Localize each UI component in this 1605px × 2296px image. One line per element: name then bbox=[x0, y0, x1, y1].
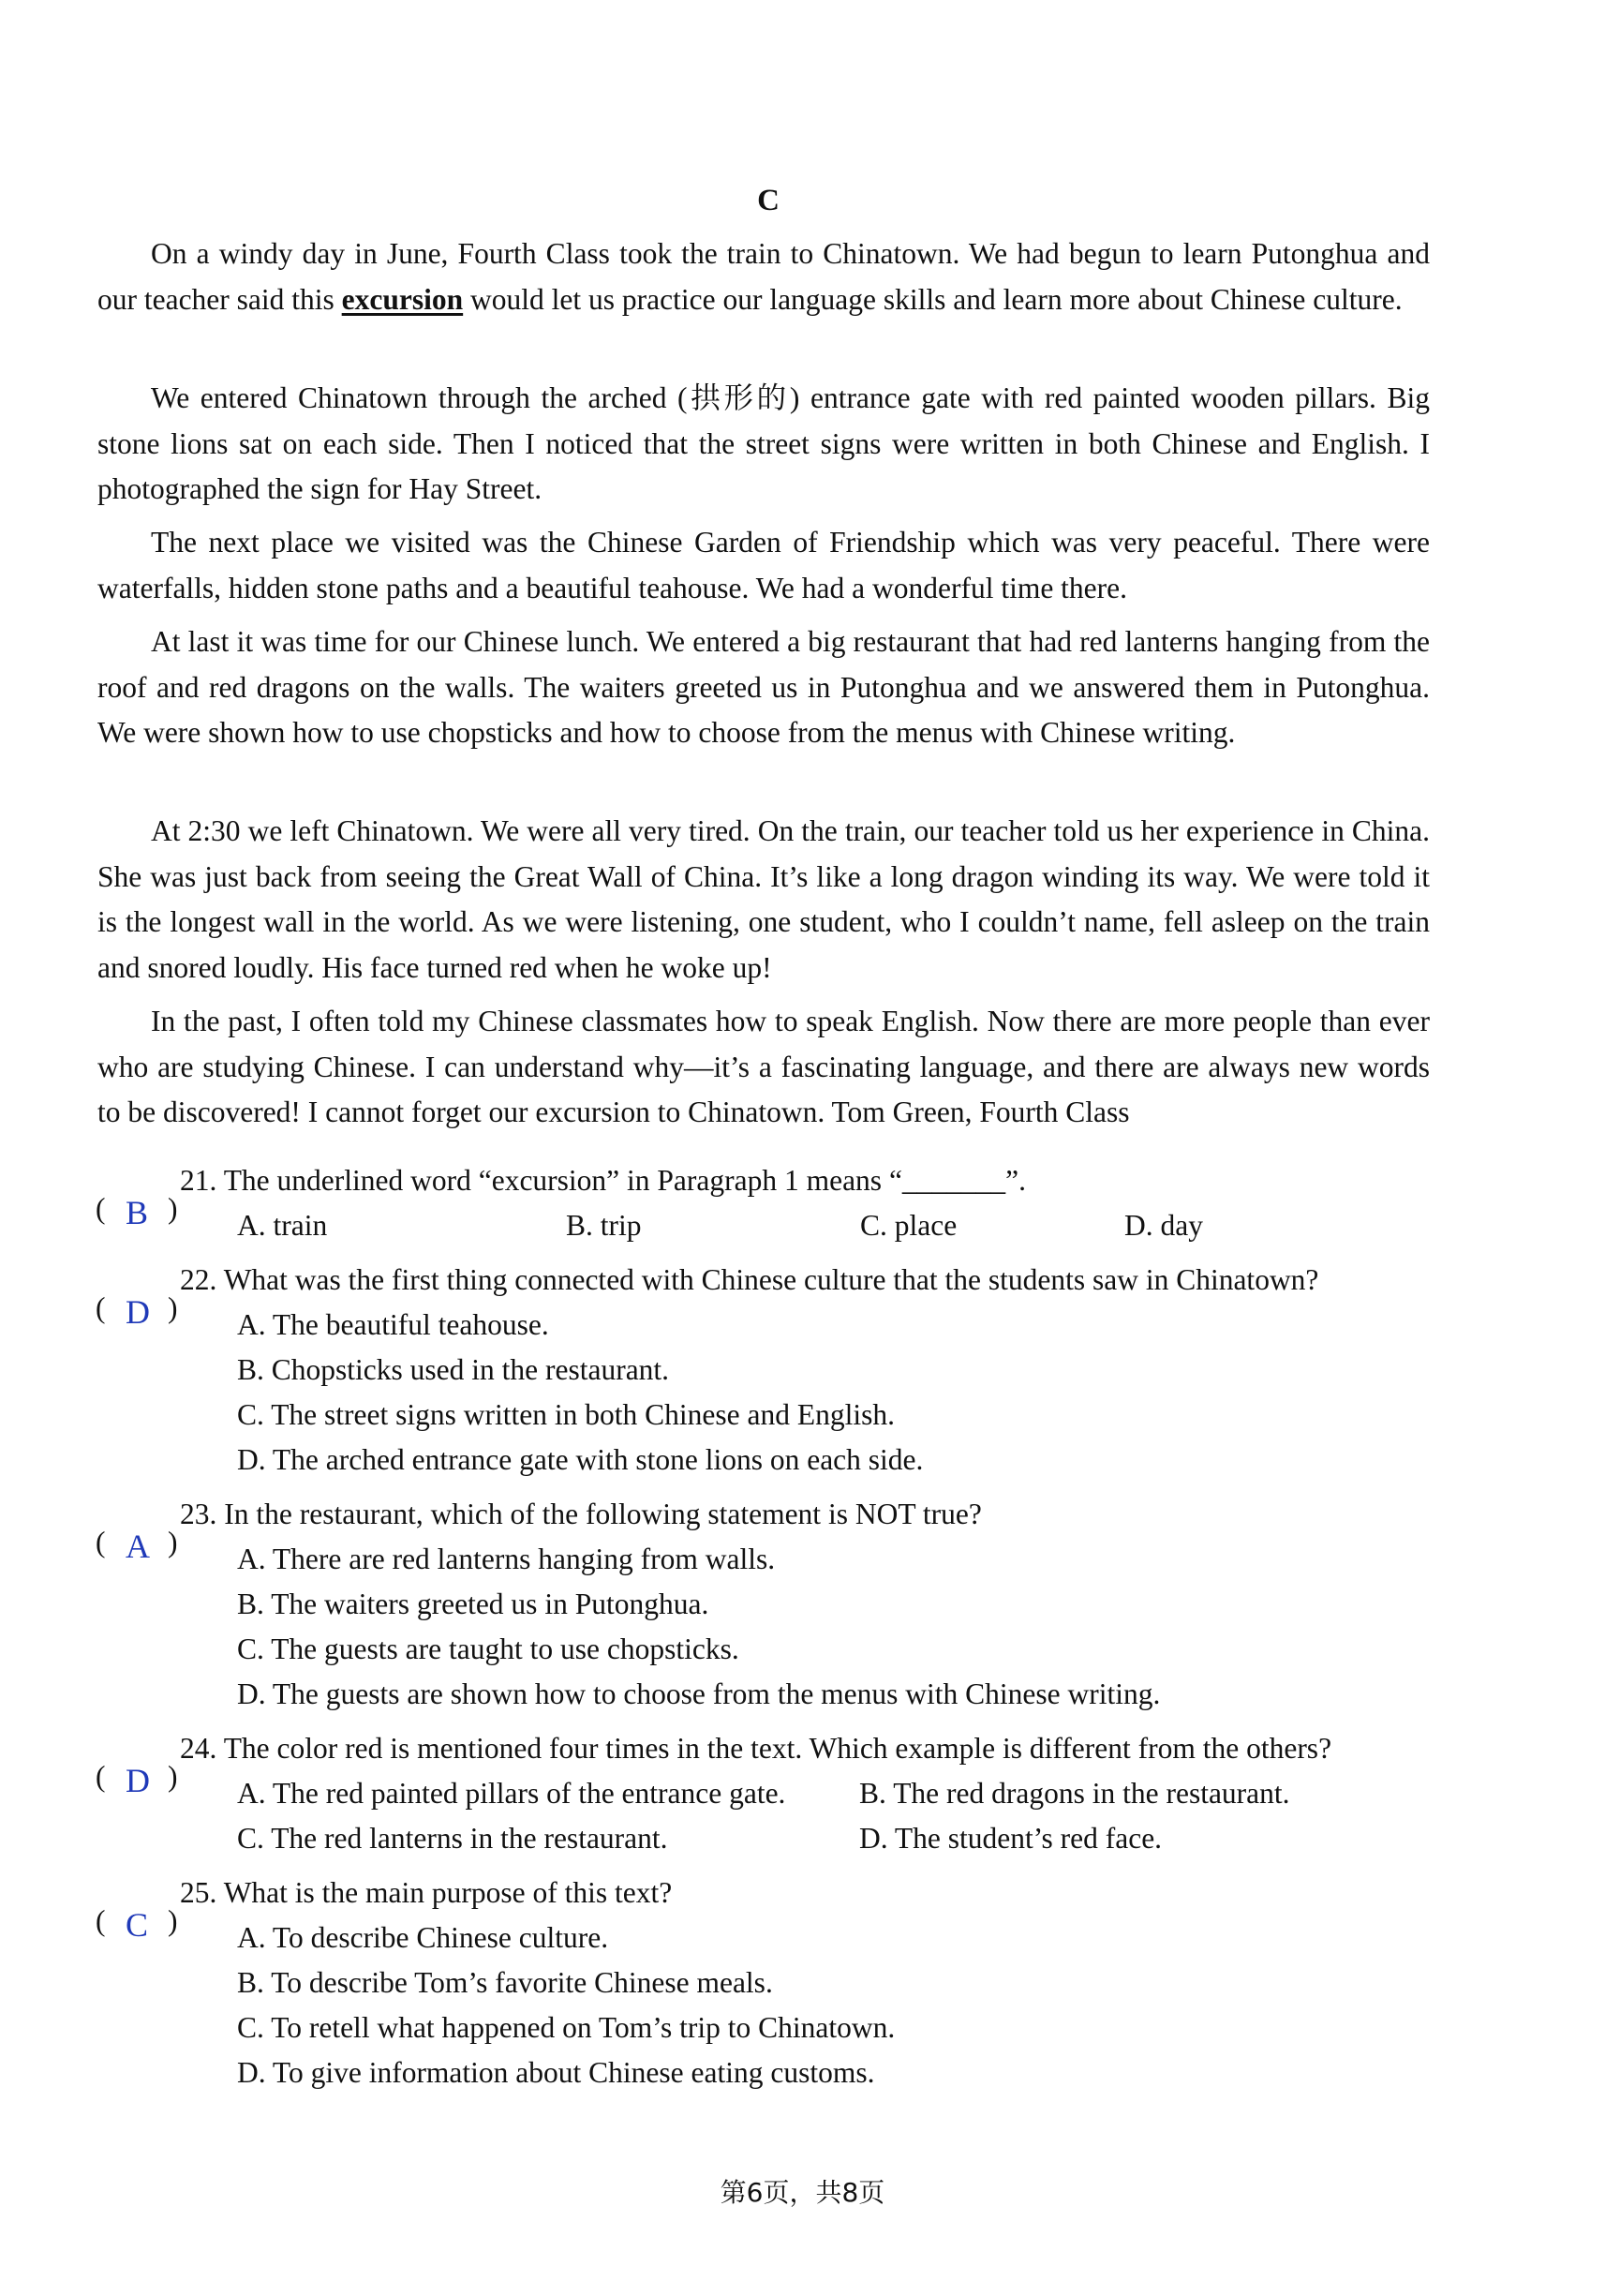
option: B. The waiters greeted us in Putonghua. bbox=[237, 1588, 709, 1620]
question-24: ( D ) 24. The color red is mentioned four times in the text. Which example is different from the others? bbox=[96, 1732, 1332, 1799]
question-text: What is the main purpose of this text? bbox=[223, 1876, 673, 1909]
question-25: ( C ) 25. What is the main purpose of this text? bbox=[96, 1876, 673, 1944]
option: D. The student’s red face. bbox=[859, 1822, 1163, 1855]
option: B. The red dragons in the restaurant. bbox=[859, 1777, 1290, 1810]
question-text: In the restaurant, which of the following statement is NOT true? bbox=[224, 1498, 982, 1530]
question-number: 23. bbox=[180, 1498, 217, 1530]
answer-mark: A bbox=[126, 1528, 150, 1565]
question-number: 22. bbox=[180, 1263, 217, 1296]
question-22: ( D ) 22. What was the first thing connected with Chinese culture that the students saw in Chinatown? bbox=[96, 1263, 1319, 1331]
option: B. To describe Tom’s favorite Chinese meals. bbox=[237, 1966, 773, 1999]
passage-paragraph-1 bbox=[97, 231, 1430, 322]
option: B. Chopsticks used in the restaurant. bbox=[237, 1353, 670, 1386]
question-21: ( B ) 21. The underlined word “excursion” in Paragraph 1 means “_______”. bbox=[96, 1164, 1027, 1231]
question-text: What was the first thing connected with Chinese culture that the students saw in Chinatown? bbox=[223, 1263, 1319, 1296]
answer-mark: B bbox=[126, 1194, 149, 1231]
option: A. The red painted pillars of the entrance gate. bbox=[237, 1777, 786, 1810]
question-text: The color red is mentioned four times in the text. Which example is different from the others? bbox=[223, 1732, 1332, 1765]
option: C. The street signs written in both Chinese and English. bbox=[237, 1398, 895, 1431]
option: C. To retell what happened on Tom’s trip to Chinatown. bbox=[237, 2011, 896, 2044]
paragraph-text: would let us practice our language skills and learn more about Chinese culture. bbox=[463, 282, 1403, 316]
page-footer: 第6页，共8页 bbox=[720, 2177, 885, 2208]
option: C. place bbox=[860, 1209, 958, 1242]
option: C. The red lanterns in the restaurant. bbox=[237, 1822, 668, 1855]
underlined-word: excursion bbox=[341, 282, 464, 316]
option: D. day bbox=[1124, 1209, 1203, 1242]
section-title: C bbox=[757, 184, 780, 217]
option: D. The arched entrance gate with stone lions on each side. bbox=[237, 1443, 924, 1476]
question-number: 24. bbox=[180, 1732, 217, 1765]
answer-mark: D bbox=[126, 1762, 150, 1799]
question-number: 21. bbox=[180, 1164, 217, 1197]
option: A. To describe Chinese culture. bbox=[237, 1921, 609, 1954]
passage-paragraph-6: In the past, I often told my Chinese classmates how to speak English. Now there are more people than ever who are studying Chinese. I can understand why—it’s a fascinating language, and there are always new words to be discovered! I cannot forget our excursion to Chinatown. Tom Green, Fourth Class bbox=[97, 1005, 1430, 1128]
answer-mark: D bbox=[126, 1293, 150, 1331]
option: C. The guests are taught to use chopsticks. bbox=[237, 1633, 739, 1665]
answer-mark: C bbox=[126, 1906, 149, 1944]
paragraph-text: On a windy day in June, Fourth Class took the train to Chinatown. We had begun to learn Putonghua and our teacher said this bbox=[97, 237, 1430, 316]
option: D. To give information about Chinese eating customs. bbox=[237, 2056, 875, 2089]
option: D. The guests are shown how to choose from the menus with Chinese writing. bbox=[237, 1677, 1161, 1710]
option: A. The beautiful teahouse. bbox=[237, 1308, 549, 1341]
question-23: ( A ) 23. In the restaurant, which of the following statement is NOT true? bbox=[96, 1498, 982, 1565]
option: A. There are red lanterns hanging from walls. bbox=[237, 1543, 776, 1575]
passage-paragraph-5: At 2:30 we left Chinatown. We were all very tired. On the train, our teacher told us her experience in China. She was just back from seeing the Great Wall of China. It’s like a long dragon winding its way. We were told it is the longest wall in the world. As we were listening, one student, who I couldn’t name, fell asleep on the train and snored loudly. His face turned red when he woke up! bbox=[97, 814, 1430, 984]
passage-paragraph-2: We entered Chinatown through the arched (拱形的) entrance gate with red painted wooden pillars. Big stone lions sat on each side. Then I noticed that the street signs were written in both Chinese and English. I photographed the sign for Hay Street. bbox=[97, 381, 1430, 505]
option: B. trip bbox=[566, 1209, 642, 1242]
option: A. train bbox=[237, 1209, 328, 1242]
passage-paragraph-4: At last it was time for our Chinese lunch. We entered a big restaurant that had red lanterns hanging from the roof and red dragons on the walls. The waiters greeted us in Putonghua and we answered them in Putonghua. We were shown how to use chopsticks and how to choose from the menus with Chinese writing. bbox=[97, 625, 1430, 749]
question-text: The underlined word “excursion” in Paragraph 1 means “_______”. bbox=[223, 1164, 1027, 1197]
question-number: 25. bbox=[180, 1876, 217, 1909]
passage-paragraph-3: The next place we visited was the Chinese Garden of Friendship which was very peaceful. There were waterfalls, hidden stone paths and a beautiful teahouse. We had a wonderful time there. bbox=[97, 526, 1430, 604]
